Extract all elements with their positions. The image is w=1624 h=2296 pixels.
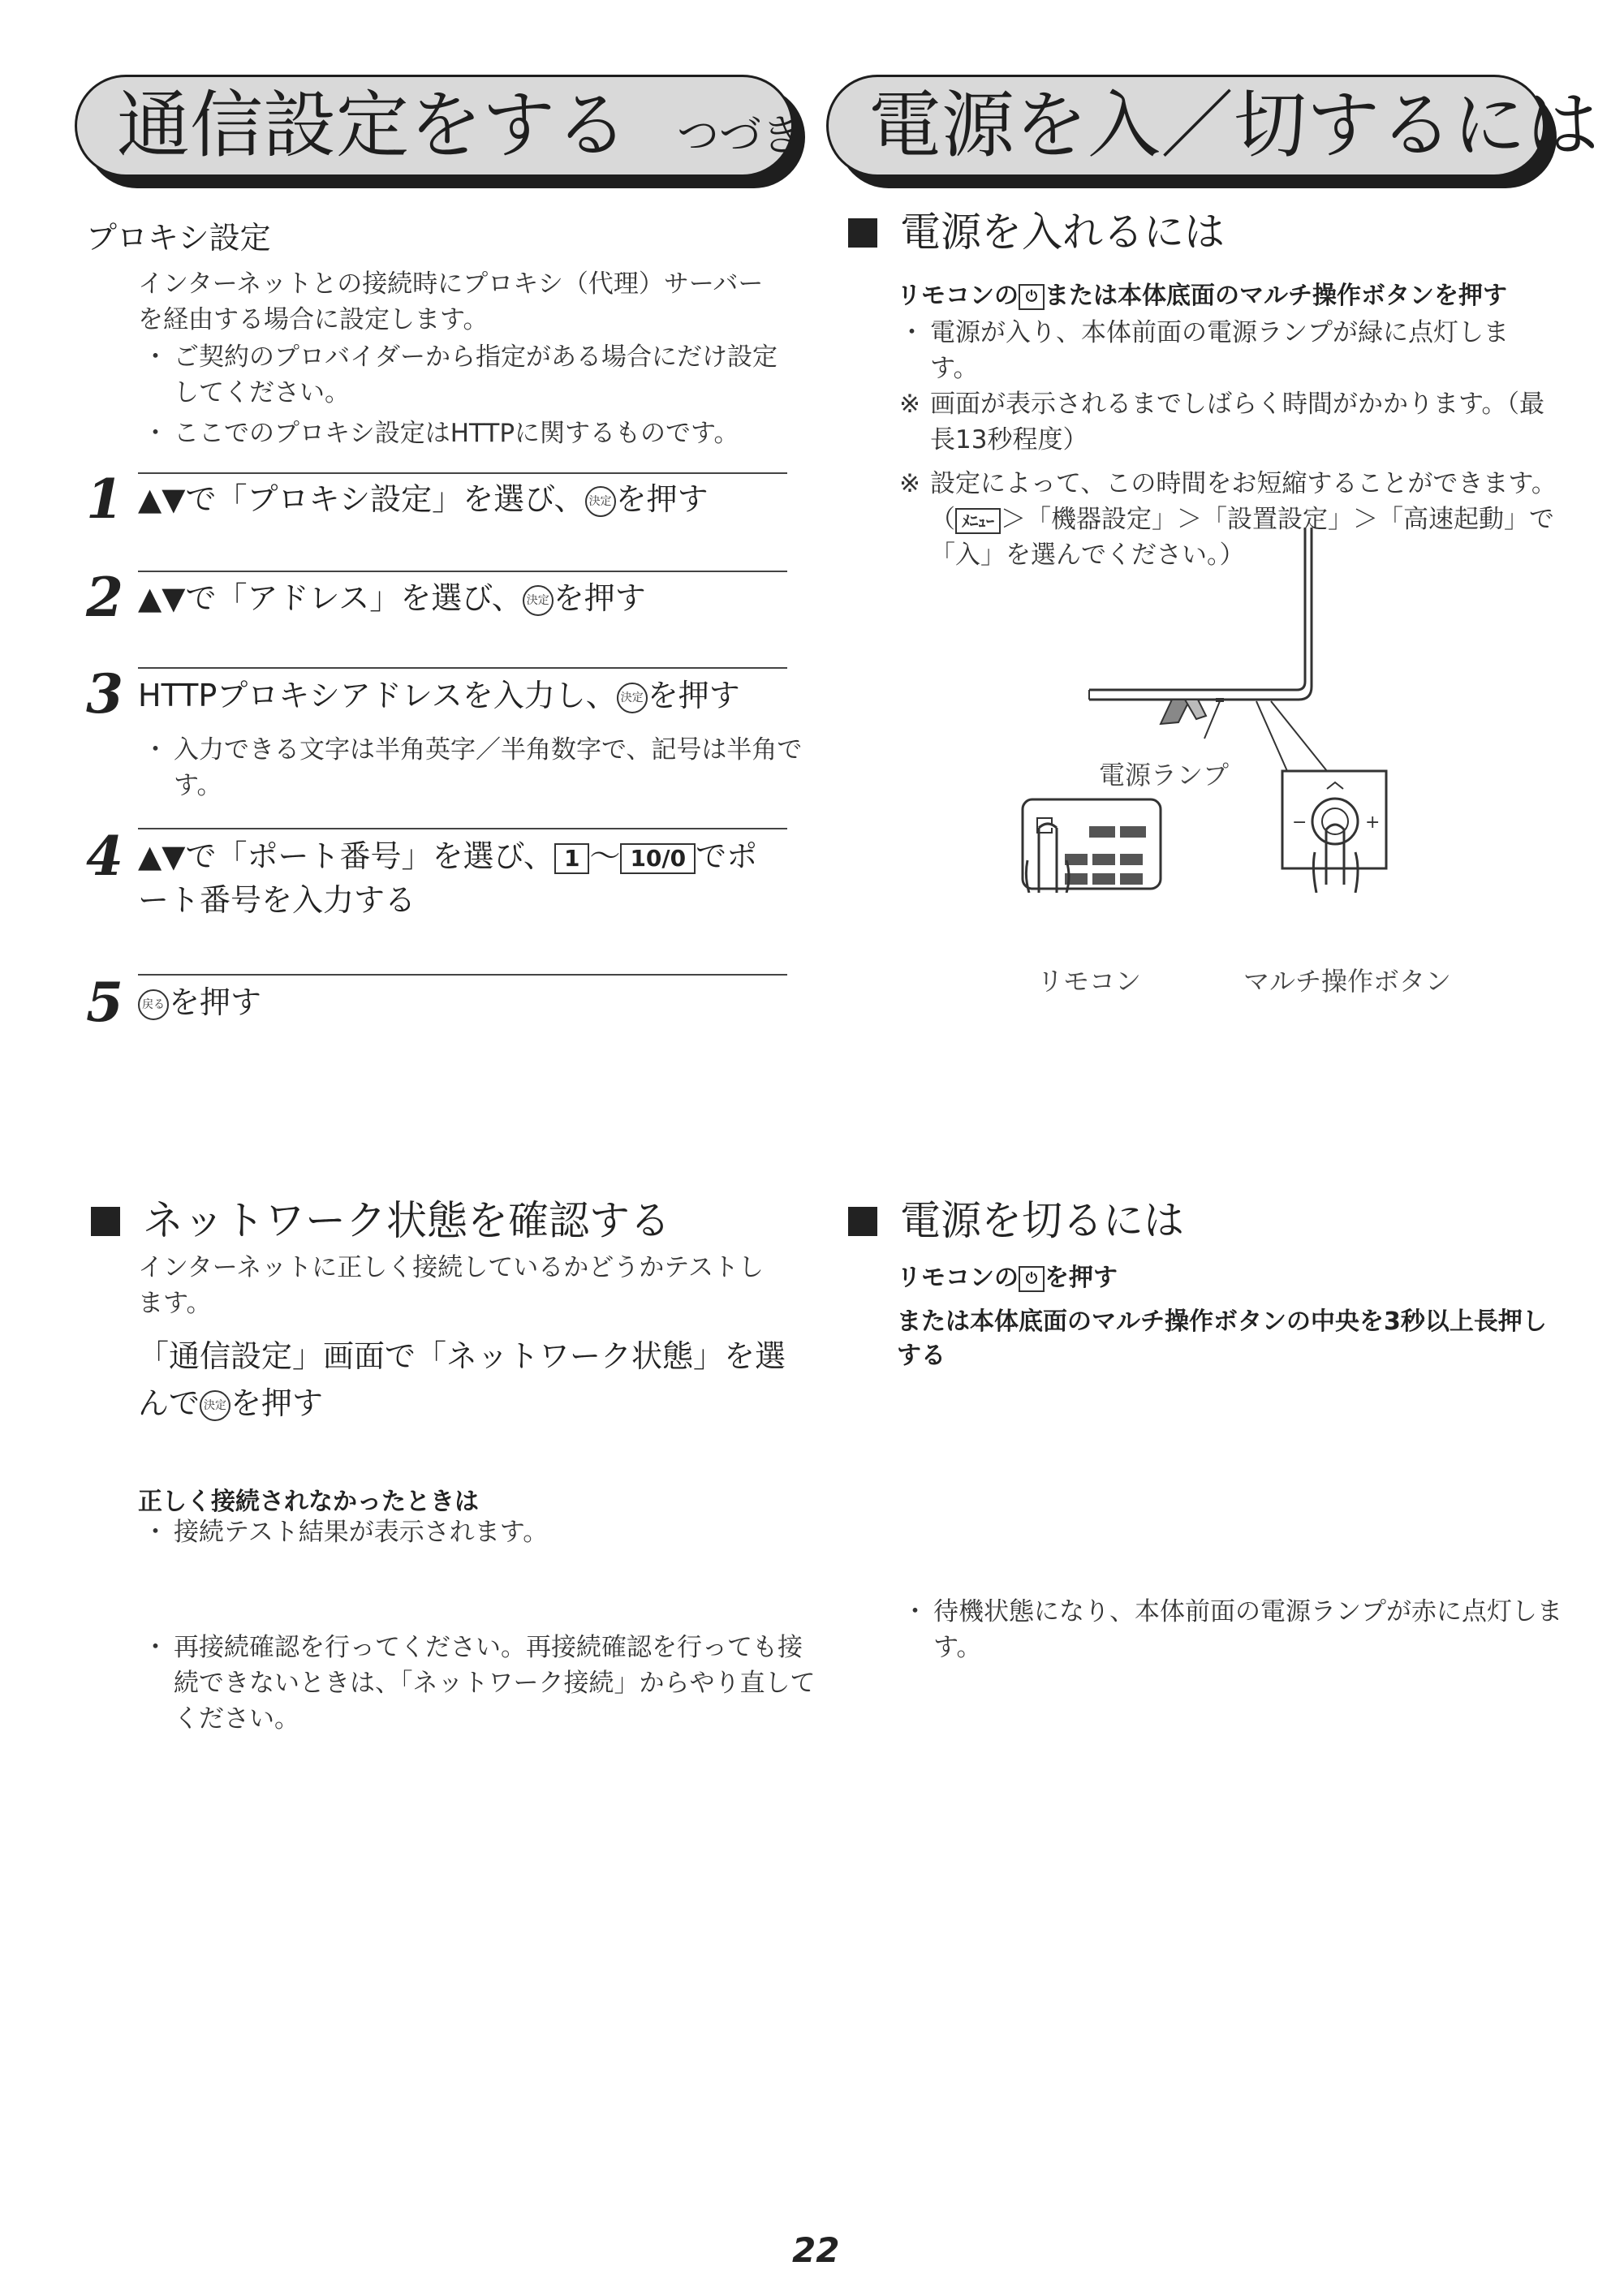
enter-key-icon: 決定 <box>585 486 616 517</box>
page-title-left <box>117 81 803 181</box>
header-tab-left <box>75 75 805 188</box>
step-divider <box>138 974 787 976</box>
page-title-right: 電源を入／切するには <box>868 83 1599 168</box>
bullet-mark: ・ <box>902 1597 928 1626</box>
lead-pre: リモコンの <box>897 1264 1019 1292</box>
step-3-note <box>143 732 821 803</box>
bullet-text: 待機状態になり、本体前面の電源ランプが赤に点灯します。 <box>933 1597 1562 1662</box>
note-mark: ※ <box>899 469 920 498</box>
lead-post: を押す <box>1045 1264 1118 1292</box>
multi-button-label: マルチ操作ボタン <box>1243 966 1452 997</box>
step-text-post: を押す <box>647 678 740 713</box>
bullet-text: ここでのプロキシ設定はHTTPに関するものです。 <box>174 419 739 448</box>
instruction-post: を押す <box>230 1385 324 1421</box>
heading-text: ネットワーク状態を確認する <box>143 1197 670 1244</box>
tv-power-illustration <box>998 528 1453 893</box>
bullet-mark: ・ <box>143 1518 168 1547</box>
svg-text:+: + <box>1365 812 1381 833</box>
step-divider <box>138 571 787 572</box>
enter-key-icon: 決定 <box>523 585 554 616</box>
square-bullet-icon <box>91 1207 120 1236</box>
heading-text: 電源を切るには <box>900 1197 1184 1244</box>
step-4-text <box>138 834 787 922</box>
power-key-icon: ⏻ <box>1019 284 1045 310</box>
back-key-icon: 戻る <box>138 989 169 1020</box>
step-divider <box>138 472 787 474</box>
bullet-mark: ・ <box>143 735 168 765</box>
bullet-mark: ・ <box>143 419 168 448</box>
bullet-text: 入力できる文字は半角英字／半角数字で、記号は半角です。 <box>174 735 803 800</box>
power-off-note <box>902 1594 1583 1665</box>
svg-text:−: − <box>1292 812 1307 833</box>
bullet-mark: ・ <box>143 342 168 372</box>
step-text-pre: ▲▼で「ポート番号」を選び、 <box>138 838 554 874</box>
step-2-text <box>138 576 787 620</box>
enter-key-icon: 決定 <box>617 683 648 713</box>
step-text-pre: ▲▼で「アドレス」を選び、 <box>138 580 523 616</box>
list-item <box>143 339 790 411</box>
proxy-heading: プロキシ設定 <box>86 220 271 256</box>
step-1-text <box>138 477 787 521</box>
title-sub: つづき <box>677 112 804 161</box>
power-on-lead <box>897 279 1562 313</box>
note-mark: ※ <box>899 390 920 419</box>
step-number: 2 <box>86 566 123 629</box>
step-text-pre: ▲▼で「プロキシ設定」を選び、 <box>138 481 585 517</box>
step-text-post: を押す <box>615 481 709 517</box>
proxy-intro: インターネットとの接続時にプロキシ（代理）サーバーを経由する場合に設定します。 <box>138 269 764 334</box>
title-text: 通信設定をする <box>117 83 628 168</box>
heading-text: 電源を入れるには <box>900 209 1225 256</box>
step-divider <box>138 667 787 669</box>
step-5-text <box>138 980 787 1024</box>
lamp-label: 電源ランプ <box>1099 760 1230 790</box>
bullet-text: ご契約のプロバイダーから指定がある場合にだけ設定してください。 <box>174 342 778 407</box>
step-divider <box>138 828 787 829</box>
power-key-icon: ⏻ <box>1019 1266 1045 1292</box>
network-fail-note <box>143 1630 821 1737</box>
network-intro: インターネットに正しく接続しているかどうかテストします。 <box>138 1253 764 1318</box>
proxy-bullets <box>143 339 790 451</box>
lead-pre: リモコンの <box>897 282 1019 310</box>
step-text-post: でポート番号を入力する <box>138 838 758 918</box>
network-instruction <box>138 1333 792 1427</box>
power-on-heading <box>848 208 1225 256</box>
header-tab-right <box>826 75 1599 188</box>
note-text: 画面が表示されるまでしばらく時間がかかります。（最長13秒程度） <box>930 390 1545 454</box>
network-fail-heading: 正しく接続されなかったときは <box>138 1488 479 1516</box>
menu-key-icon: ﾒﾆｭｰ <box>955 508 1001 534</box>
note-text: （ <box>930 505 955 534</box>
instruction-pre: 「通信設定」画面で「ネットワーク状態」を選んで <box>138 1338 786 1421</box>
range-mark: ～ <box>589 838 621 874</box>
step-text-post: を押す <box>169 984 262 1020</box>
power-off-heading <box>848 1196 1184 1245</box>
enter-key-icon: 決定 <box>200 1390 230 1421</box>
bullet-mark: ・ <box>899 318 924 347</box>
list-item <box>899 386 1557 458</box>
note-text: ＞「機器設定」＞「設置設定」＞「高速起動」で「入」を選んでください。） <box>930 505 1554 570</box>
step-number: 4 <box>86 825 123 888</box>
power-off-lead-1 <box>897 1261 1562 1295</box>
bullet-text: 電源が入り、本体前面の電源ランプが緑に点灯します。 <box>930 318 1509 383</box>
bullet-mark: ・ <box>143 1633 168 1662</box>
remote-label: リモコン <box>1037 966 1142 997</box>
list-item <box>143 416 790 451</box>
square-bullet-icon <box>848 218 877 248</box>
step-number: 5 <box>86 971 123 1034</box>
bullet-text: 接続テスト結果が表示されます。 <box>174 1518 549 1547</box>
bullet-text: 再接続確認を行ってください。再接続確認を行っても接続できないときは、「ネットワーク接続」からやり直してください。 <box>174 1633 816 1734</box>
number-key-10-icon: 10/0 <box>620 843 696 874</box>
step-number: 1 <box>86 467 123 531</box>
square-bullet-icon <box>848 1207 877 1236</box>
page-number: 22 <box>792 2230 840 2270</box>
network-heading <box>91 1196 670 1245</box>
step-text-pre: HTTPプロキシアドレスを入力し、 <box>138 678 617 713</box>
step-number: 3 <box>86 662 123 726</box>
list-item <box>899 315 1557 386</box>
step-text-post: を押す <box>553 580 646 616</box>
number-key-1-icon: 1 <box>554 843 589 874</box>
network-result-note <box>143 1514 821 1550</box>
note-text: 設定によって、この時間をお短縮することができます。 <box>930 469 1557 498</box>
lead-post: または本体底面のマルチ操作ボタンを押す <box>1045 282 1507 310</box>
power-off-lead-2: または本体底面のマルチ操作ボタンの中央を3秒以上長押しする <box>897 1307 1547 1370</box>
step-3-text <box>138 674 787 717</box>
